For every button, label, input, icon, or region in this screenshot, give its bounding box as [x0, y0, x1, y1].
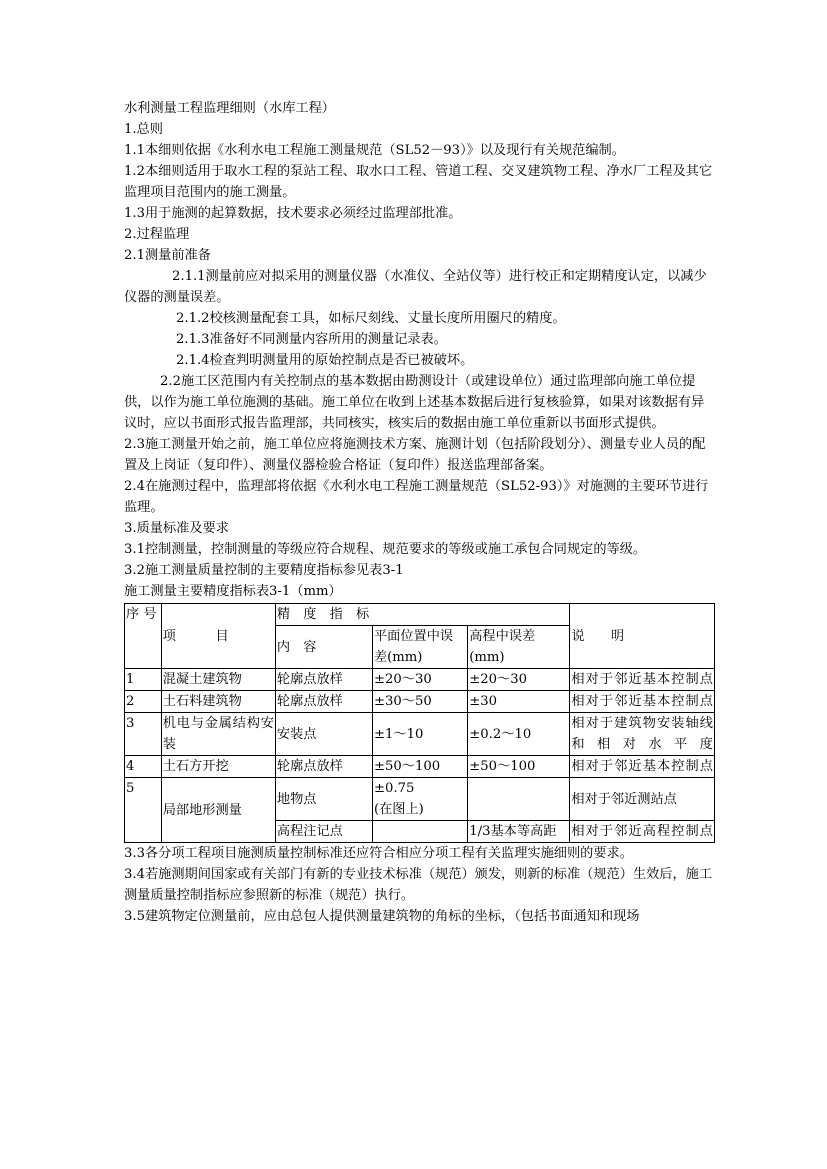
- cell-item: 土石料建筑物: [161, 691, 275, 713]
- paragraph: 1.1本细则依据《水利水电工程施工测量规范（SL52－93）》以及现行有关规范编制。: [124, 143, 625, 158]
- cell-elev: ±20～30: [468, 669, 570, 691]
- cell-no: 5: [125, 778, 162, 843]
- cell-note: 相对于邻近测站点: [570, 778, 715, 821]
- cell-plane-value: ±0.75: [373, 781, 415, 796]
- cell-item: 土石方开挖: [161, 756, 275, 778]
- header-precision: 精 度 指 标: [275, 604, 569, 626]
- table-row: [125, 713, 715, 756]
- cell-content: 安装点: [275, 713, 372, 756]
- table-caption: 施工测量主要精度指标表3-1（mm）: [124, 584, 342, 599]
- paragraph: 3.5建筑物定位测量前，应由总包人提供测量建筑物的角标的坐标，（包括书面通知和现场: [124, 909, 640, 924]
- document-title: 水利测量工程监理细则（水库工程）: [124, 101, 335, 116]
- header-note: 说 明: [570, 604, 715, 669]
- section-heading: 2.过程监理: [124, 227, 190, 242]
- header-elev: 高程中误差(mm): [468, 626, 570, 669]
- cell-elev: ±0.2～10: [468, 713, 570, 756]
- section-heading: 1.总则: [124, 122, 163, 137]
- cell-note: 相对于邻近高程控制点: [570, 821, 715, 843]
- paragraph: 2.1.1测量前应对拟采用的测量仪器（水准仪、全站仪等）进行校正和定期精度认定，以减少仪器的测量误差。: [124, 269, 707, 305]
- cell-no: 3: [125, 713, 162, 756]
- cell-item: 机电与金属结构安装: [161, 713, 275, 756]
- cell-plane: [372, 778, 467, 821]
- paragraph: 1.2本细则适用于取水工程的泵站工程、取水口工程、管道工程、交叉建筑物工程、净水厂工程及其它监理项目范围内的施工测量。: [124, 164, 713, 200]
- table-row: [125, 756, 715, 778]
- table-row: [125, 778, 715, 821]
- paragraph: 2.2施工区范围内有关控制点的基本数据由勘测设计（或建设单位）通过监理部向施工单位提供，以作为施工单位施测的基础。施工单位在收到上述基本数据后进行复核验算，如果对该数据有异议时，应以书面形式报告监理部，共同核实，核实后的数据由施工单位重新以书面形式提供。: [124, 374, 705, 431]
- paragraph: 3.4若施测期间国家或有关部门有新的专业技术标准（规范）颁发，则新的标准（规范）生效后，施工测量质量控制指标应参照新的标准（规范）执行。: [124, 867, 713, 903]
- cell-content: 高程注记点: [275, 821, 372, 843]
- table-header-row: [125, 604, 715, 626]
- paragraph: 2.3施工测量开始之前，施工单位应将施测技术方案、施测计划（包括阶段划分）、测量专业人员的配置及上岗证（复印件）、测量仪器检验合格证（复印件）报送监理部备案。: [124, 437, 706, 473]
- precision-table: [124, 603, 715, 843]
- table-row: [125, 691, 715, 713]
- paragraph: 2.4在施测过程中，监理部将依据《水利水电工程施工测量规范（SL52-93）》对施测的主要环节进行监理。: [124, 479, 709, 515]
- paragraph: 2.1.3准备好不同测量内容所用的测量记录表。: [176, 332, 447, 347]
- paragraph: 1.3用于施测的起算数据，技术要求必须经过监理部批准。: [124, 206, 462, 221]
- cell-note: 相对于邻近基本控制点: [570, 669, 715, 691]
- section-heading: 3.质量标准及要求: [124, 521, 229, 536]
- header-no: 序 号: [125, 604, 162, 669]
- header-plane: 平面位置中误差(mm): [372, 626, 467, 669]
- header-content: 内 容: [275, 626, 372, 669]
- cell-content: 轮廓点放样: [275, 669, 372, 691]
- cell-note: 相对于邻近基本控制点: [570, 756, 715, 778]
- cell-no: 1: [125, 669, 162, 691]
- paragraph: 2.1.2校核测量配套工具，如标尺刻线、丈量长度所用圈尺的精度。: [176, 311, 566, 326]
- table-row: [125, 669, 715, 691]
- cell-item: 混凝土建筑物: [161, 669, 275, 691]
- cell-plane: ±20～30: [372, 669, 467, 691]
- cell-plane-note: (在图上): [373, 802, 424, 817]
- header-item: 项 目: [161, 604, 275, 669]
- paragraph: 3.3各分项工程项目施测质量控制标准还应符合相应分项工程有关监理实施细则的要求。: [124, 846, 633, 861]
- cell-plane: ±1～10: [372, 713, 467, 756]
- cell-item: 局部地形测量: [161, 778, 275, 843]
- cell-note: 相对于建筑物安装轴线和相对水平度: [570, 713, 715, 756]
- paragraph: 3.2施工测量质量控制的主要精度指标参见表3-1: [124, 563, 404, 578]
- cell-content: 轮廓点放样: [275, 756, 372, 778]
- paragraph: 2.1.4检查判明测量用的原始控制点是否已被破坏。: [176, 353, 474, 368]
- cell-no: 4: [125, 756, 162, 778]
- document-page: [124, 98, 716, 927]
- cell-no: 2: [125, 691, 162, 713]
- cell-content: 轮廓点放样: [275, 691, 372, 713]
- cell-elev: [468, 778, 570, 821]
- cell-plane: ±50～100: [372, 756, 467, 778]
- cell-plane: [372, 821, 467, 843]
- paragraph: 3.1控制测量，控制测量的等级应符合规程、规范要求的等级或施工承包合同规定的等级。: [124, 542, 647, 557]
- cell-plane: ±30～50: [372, 691, 467, 713]
- subsection-heading: 2.1测量前准备: [124, 248, 211, 263]
- cell-elev: 1/3基本等高距: [468, 821, 570, 843]
- cell-elev: ±30: [468, 691, 570, 713]
- cell-elev: ±50～100: [468, 756, 570, 778]
- cell-note: 相对于邻近基本控制点: [570, 691, 715, 713]
- cell-content: 地物点: [275, 778, 372, 821]
